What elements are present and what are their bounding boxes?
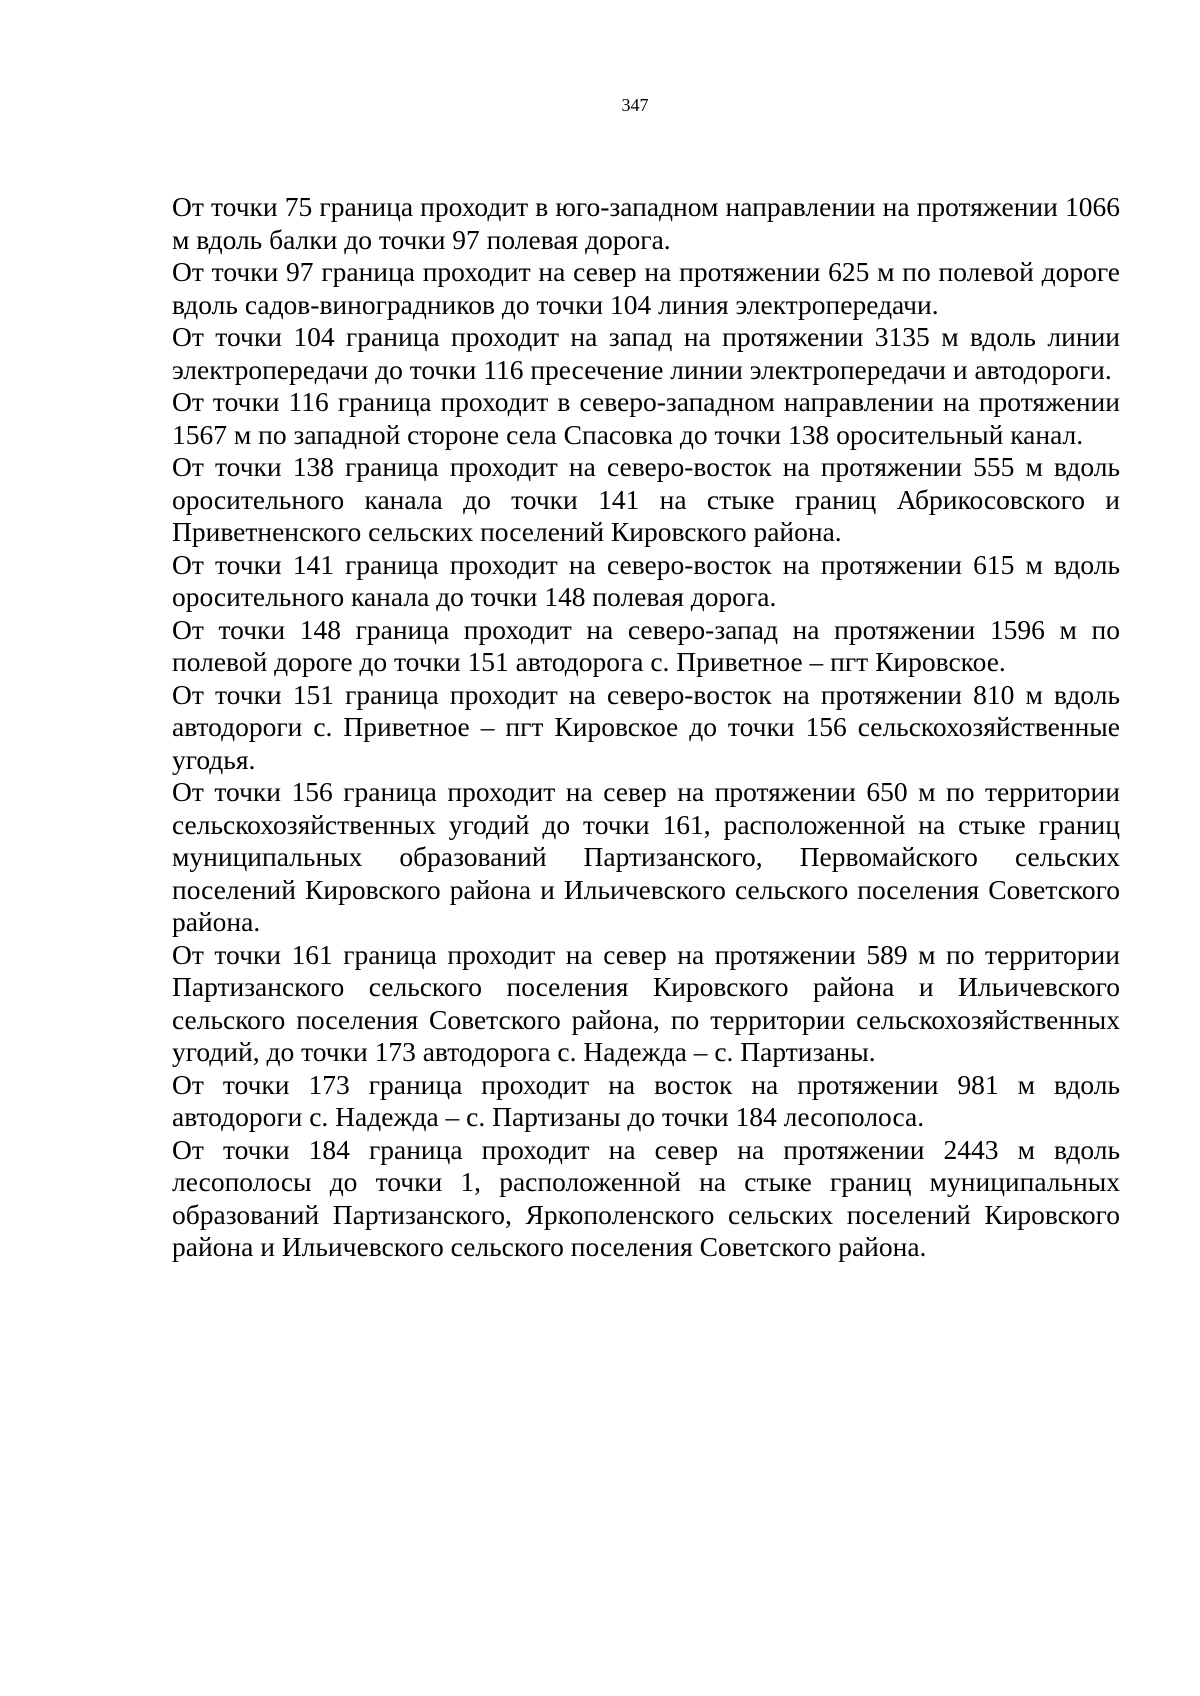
paragraph: От точки 148 граница проходит на северо-запад на протяжении 1596 м по полевой дороге до точки 151 автодорога с. Приветное – пгт Кировское. <box>172 613 1120 677</box>
paragraph: От точки 156 граница проходит на север на протяжении 650 м по территории сельскохозяйственных угодий до точки 161, расположенной на стыке границ муниципальных образований Партизанского, Первомайского сельских поселений Кировского района и Ильичевского сельского поселения Советского района. <box>172 776 1120 937</box>
paragraph: От точки 75 граница проходит в юго-западном направлении на протяжении 1066 м вдоль балки до точки 97 полевая дорога. <box>172 191 1120 255</box>
paragraph: От точки 97 граница проходит на север на протяжении 625 м по полевой дороге вдоль садов-виноградников до точки 104 линия электропередачи. <box>172 256 1120 320</box>
paragraph: От точки 138 граница проходит на северо-восток на протяжении 555 м вдоль оросительного канала до точки 141 на стыке границ Абрикосовского и Приветненского сельских поселений Кировского района. <box>172 451 1120 547</box>
paragraph: От точки 151 граница проходит на северо-восток на протяжении 810 м вдоль автодороги с. Приветное – пгт Кировское до точки 156 сельскохозяйственные угодья. <box>172 678 1120 775</box>
paragraph: От точки 161 граница проходит на север на протяжении 589 м по территории Партизанского сельского поселения Кировского района и Ильичевского сельского поселения Советского района, по территории сельскохозяйственных угодий, до точки 173 автодорога с. Надежда – с. Партизаны. <box>172 938 1120 1067</box>
paragraph: От точки 104 граница проходит на запад на протяжении 3135 м вдоль линии электропередачи до точки 116 пресечение линии электропередачи и автодороги. <box>172 321 1120 385</box>
document-body <box>172 191 1120 1264</box>
paragraph: От точки 184 граница проходит на север на протяжении 2443 м вдоль лесополосы до точки 1, расположенной на стыке границ муниципальных образований Партизанского, Яркополенского сельских поселений Кировского района и Ильичевского сельского поселения Советского района. <box>172 1133 1120 1262</box>
paragraph: От точки 173 граница проходит на восток на протяжении 981 м вдоль автодороги с. Надежда – с. Партизаны до точки 184 лесополоса. <box>172 1068 1120 1132</box>
page-number: 347 <box>621 95 649 115</box>
paragraph: От точки 116 граница проходит в северо-западном направлении на протяжении 1567 м по западной стороне села Спасовка до точки 138 оросительный канал. <box>172 386 1120 450</box>
paragraph: От точки 141 граница проходит на северо-восток на протяжении 615 м вдоль оросительного канала до точки 148 полевая дорога. <box>172 548 1120 612</box>
